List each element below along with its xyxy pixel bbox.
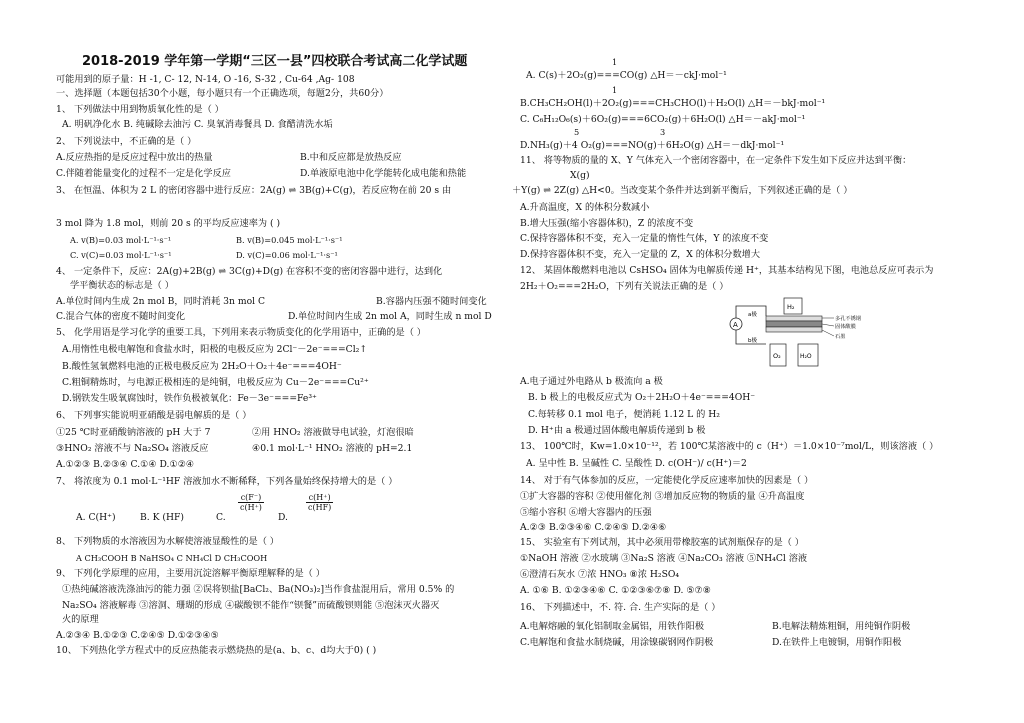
porous-steel-bottom bbox=[766, 327, 822, 332]
question-5-option-d: D.钢铁发生吸氧腐蚀时，铁作负极被氧化：Fe－3e⁻===Fe³⁺ bbox=[62, 393, 317, 404]
question-4-option-a: A.单位时间内生成 2n mol B，同时消耗 3n mol C bbox=[56, 296, 265, 307]
question-2-option-c: C.伴随着能量变化的过程不一定是化学反应 bbox=[56, 168, 231, 179]
question-6: 6、 下列事实能说明亚硝酸是弱电解质的是（ ） bbox=[56, 410, 252, 421]
callout-line-2 bbox=[822, 324, 834, 326]
question-11-option-b: B.增大压强(缩小容器体积)，Z 的浓度不变 bbox=[520, 218, 694, 229]
fraction-d-denominator: c(HF) bbox=[308, 503, 332, 512]
question-5-option-c: C.粗铜精炼时，与电源正极相连的是纯铜，电极反应为 Cu－2e⁻===Cu²⁺ bbox=[62, 377, 369, 388]
question-15-items-1: ①NaOH 溶液 ②水玻璃 ③Na₂S 溶液 ④Na₂CO₃ 溶液 ⑤NH₄Cl 溶液 bbox=[520, 553, 808, 564]
question-16-option-b: B.电解法精炼粗铜，用纯铜作阴极 bbox=[772, 621, 911, 632]
question-7-fraction-d bbox=[302, 493, 337, 512]
question-7-option-b: B. K (HF) bbox=[140, 512, 184, 523]
question-9-line-2: Na₂SO₄ 溶液解毒 ③溶洞、珊瑚的形成 ④碳酸钡不能作“钡餐”而硫酸钡则能 ⑤泡沫灭火器灭 bbox=[62, 600, 440, 611]
question-11-option-c: C.保持容器体积不变，充入一定量的惰性气体，Y 的浓度不变 bbox=[520, 233, 769, 244]
exam-title: 2018-2019 学年第一学期“三区一县”四校联合考试高二化学试题 bbox=[82, 54, 468, 69]
solid-acid-membrane bbox=[766, 321, 822, 327]
label-porous-steel: 多孔不锈钢 bbox=[835, 316, 861, 322]
question-16: 16、 下列描述中，不. 符. 合. 生产实际的是（ ） bbox=[520, 602, 721, 613]
question-14-items-1: ①扩大容器的容积 ②使用催化剂 ③增加反应物的物质的量 ④升高温度 bbox=[520, 491, 805, 502]
question-9-line-3: 火的原理 bbox=[62, 614, 99, 625]
question-14-options: A.②③ B.②③④⑥ C.②④⑤ D.②④⑥ bbox=[520, 522, 667, 533]
question-12-cont: 2H₂＋O₂===2H₂O，下列有关说法正确的是（ ） bbox=[520, 281, 729, 292]
question-12-option-b: B. b 极上的电极反应式为 O₂＋2H₂O＋4e⁻===4OH⁻ bbox=[528, 392, 756, 403]
question-11-cont: ＋Y(g) ⇌ 2Z(g) △H<0。当改变某个条件并达到新平衡后，下列叙述正确的是（ ） bbox=[512, 185, 853, 196]
question-16-option-c: C.电解饱和食盐水制烧碱，用涂镍碳钢网作阴极 bbox=[520, 637, 714, 648]
question-4-option-b: B.容器内压强不随时间变化 bbox=[376, 296, 487, 307]
question-16-option-a: A.电解熔融的氧化铝制取金属铝，用铁作阳极 bbox=[520, 621, 705, 632]
question-12-option-c: C.每转移 0.1 mol 电子，便消耗 1.12 L 的 H₂ bbox=[528, 409, 720, 420]
question-15-items-2: ⑥澄清石灰水 ⑦浓 HNO₃ ⑧浓 H₂SO₄ bbox=[520, 569, 680, 580]
question-14: 14、 对于有气体参加的反应，一定能使化学反应速率加快的因素是（ ） bbox=[520, 475, 814, 486]
question-15-options: A. ①⑥ B. ①②③④⑥ C. ①②③⑥⑦⑧ D. ⑤⑦⑧ bbox=[520, 585, 712, 596]
question-3-option-c: C. v(C)=0.03 mol·L⁻¹·s⁻¹ bbox=[70, 250, 172, 260]
atomic-masses: 可能用到的原子量：H -1, C- 12, N-14, O -16, S-32 , Cu-64 ,Ag- 108 bbox=[56, 74, 355, 85]
question-6-options: A.①②③ B.②③④ C.①④ D.①②④ bbox=[56, 459, 195, 470]
question-16-option-d: D.在铁件上电镀铜，用铜作阳极 bbox=[772, 637, 902, 648]
question-4: 4、 一定条件下，反应：2A(g)+2B(g) ⇌ 3C(g)+D(g) 在容积不变的密闭容器中进行，达到化 bbox=[56, 266, 443, 277]
question-10-option-d: D.NH₃(g)＋4 O₂(g)===NO(g)＋6H₂O(g) △H＝－dkJ·mol⁻¹ bbox=[520, 140, 785, 151]
section-heading: 一、选择题（本题包括30个小题，每小题只有一个正确选项，每题2分，共60分） bbox=[56, 88, 389, 99]
h2-label: H₂ bbox=[787, 303, 795, 311]
question-11-x: X(g) bbox=[570, 170, 590, 181]
q10c-numeral-1: 5 bbox=[574, 127, 580, 137]
question-5-option-b: B.酸性氢氧燃料电池的正极电极反应为 2H₂O＋O₂＋4e⁻===4OH⁻ bbox=[62, 361, 342, 372]
question-7-option-d: D. bbox=[278, 512, 288, 523]
question-5: 5、 化学用语是学习化学的重要工具，下列用来表示物质变化的化学用语中，正确的是（ ） bbox=[56, 327, 426, 338]
question-2-option-b: B.中和反应都是放热反应 bbox=[300, 152, 402, 163]
question-9-options: A.②③④ B.①②③ C.②④⑤ D.①②③④⑤ bbox=[56, 630, 219, 641]
question-1-options: A. 明矾净化水 B. 纯碱除去油污 C. 臭氧消毒餐具 D. 食醋清洗水垢 bbox=[62, 119, 333, 130]
question-10-option-a: A. C(s)＋2O₂(g)===CO(g) △H＝－ckJ·mol⁻¹ bbox=[526, 70, 727, 81]
question-2: 2、 下列说法中，不正确的是（ ） bbox=[56, 136, 197, 147]
question-3-option-a: A. v(B)=0.03 mol·L⁻¹·s⁻¹ bbox=[70, 235, 172, 245]
q10b-fraction-numeral: 1 bbox=[612, 85, 618, 95]
callout-line-3 bbox=[822, 330, 834, 336]
ammeter-label: A bbox=[733, 321, 738, 329]
o2-label: O₂ bbox=[773, 352, 781, 360]
question-12: 12、 某固体酸燃料电池以 CsHSO₄ 固体为电解质传递 H⁺，其基本结构见下图，电池总反应可表示为 bbox=[520, 265, 934, 276]
question-9: 9、 下列化学原理的应用，主要用沉淀溶解平衡原理解释的是（ ） bbox=[56, 568, 325, 579]
question-7-option-c: C. bbox=[216, 512, 226, 523]
fraction-d-numerator: c(H⁺) bbox=[306, 493, 333, 503]
question-11: 11、 将等物质的量的 X、Y 气体充入一个密闭容器中，在一定条件下发生如下反应并达到平衡： bbox=[520, 155, 912, 166]
label-solid-acid: 固体酸膜 bbox=[835, 324, 856, 330]
q10a-fraction-numeral: 1 bbox=[612, 57, 618, 67]
question-10: 10、 下列热化学方程式中的反应热能表示燃烧热的是(a、b、c、d均大于0) ( ) bbox=[56, 645, 377, 656]
question-15: 15、 实验室有下列试剂，其中必须用带橡胶塞的试剂瓶保存的是（ ） bbox=[520, 537, 804, 548]
question-10-option-b: B.CH₃CH₂OH(l)＋2O₂(g)===CH₃CHO(l)＋H₂O(l) △H＝－bkJ·mol⁻¹ bbox=[520, 98, 826, 109]
question-3: 3、 在恒温、体积为 2 L 的密闭容器中进行反应：2A(g) ⇌ 3B(g)+C(g)，若反应物在前 20 s 由 bbox=[56, 185, 452, 196]
question-6-item-1: ①25 ℃时亚硝酸钠溶液的 pH 大于 7 bbox=[56, 427, 211, 438]
question-7: 7、 将浓度为 0.1 mol·L⁻¹HF 溶液加水不断稀释，下列各量始终保持增大的是（ ） bbox=[56, 476, 398, 487]
question-1: 1、 下列做法中用到物质氧化性的是（ ） bbox=[56, 104, 224, 115]
question-8-options: A CH₃COOH B NaHSO₄ C NH₄Cl D CH₃COOH bbox=[76, 553, 268, 563]
question-3-option-d: D. v(C)=0.06 mol·L⁻¹·s⁻¹ bbox=[236, 250, 338, 260]
question-13-options: A. 呈中性 B. 呈碱性 C. 呈酸性 D. c(OH⁻)/ c(H⁺)＝2 bbox=[526, 458, 747, 469]
question-7-fraction-c bbox=[234, 493, 268, 512]
question-2-option-d: D.单液原电池中化学能转化成电能和热能 bbox=[300, 168, 467, 179]
porous-steel-top bbox=[766, 316, 822, 321]
question-3-option-b: B. v(B)=0.045 mol·L⁻¹·s⁻¹ bbox=[236, 235, 343, 245]
question-6-item-2: ②用 HNO₂ 溶液做导电试验，灯泡很暗 bbox=[252, 427, 414, 438]
question-4-cont: 学平衡状态的标志是（ ） bbox=[70, 280, 174, 291]
question-6-item-4: ④0.1 mol·L⁻¹ HNO₂ 溶液的 pH=2.1 bbox=[252, 443, 413, 454]
fraction-c-numerator: c(F⁻) bbox=[238, 493, 264, 503]
question-11-option-a: A.升高温度，X 的体积分数减小 bbox=[520, 202, 650, 213]
q10c-numeral-2: 3 bbox=[660, 127, 666, 137]
question-12-option-d: D. H⁺由 a 极通过固体酸电解质传递到 b 极 bbox=[528, 425, 706, 436]
question-13: 13、 100℃时，Kw=1.0×10⁻¹²，若 100℃某溶液中的 c（H⁺）＝1.0×10⁻⁷mol/L，则该溶液（ ） bbox=[520, 441, 939, 452]
question-8: 8、 下列物质的水溶液因为水解使溶液显酸性的是（ ） bbox=[56, 536, 279, 547]
question-9-line-1: ①热纯碱溶液洗涤油污的能力强 ②误将钡盐[BaCl₂、Ba(NO₃)₂]当作食盐混用后，常用 0.5% 的 bbox=[62, 584, 455, 595]
question-4-option-d: D.单位时间内生成 2n mol A，同时生成 n mol D bbox=[288, 311, 492, 322]
h2o-label: H₂O bbox=[800, 353, 812, 360]
question-2-option-a: A.反应热指的是反应过程中放出的热量 bbox=[56, 152, 213, 163]
question-4-option-c: C.混合气体的密度不随时间变化 bbox=[56, 311, 186, 322]
question-12-option-a: A.电子通过外电路从 b 极流向 a 极 bbox=[520, 376, 663, 387]
question-5-option-a: A.用惰性电极电解饱和食盐水时，阳极的电极反应为 2Cl⁻－2e⁻===Cl₂↑ bbox=[62, 344, 368, 355]
fuel-cell-diagram bbox=[726, 296, 876, 374]
label-graphite: 石墨 bbox=[835, 334, 846, 340]
question-7-option-a: A. C(H⁺) bbox=[76, 512, 116, 523]
electrode-b-label: b极 bbox=[748, 338, 757, 344]
question-10-option-c: C. C₆H₁₂O₆(s)＋6O₂(g)===6CO₂(g)＋6H₂O(l) △H＝－akJ·mol⁻¹ bbox=[520, 114, 806, 125]
question-6-item-3: ③HNO₂ 溶液不与 Na₂SO₄ 溶液反应 bbox=[56, 443, 209, 454]
electrode-a-label: a极 bbox=[748, 312, 757, 318]
fraction-c-denominator: c(H⁺) bbox=[240, 503, 262, 512]
question-11-option-d: D.保持容器体积不变，充入一定量的 Z，X 的体积分数增大 bbox=[520, 249, 761, 260]
question-3-cont: 3 mol 降为 1.8 mol，则前 20 s 的平均反应速率为 ( ) bbox=[56, 218, 281, 229]
question-14-items-2: ⑤缩小容积 ⑥增大容器内的压强 bbox=[520, 507, 652, 518]
